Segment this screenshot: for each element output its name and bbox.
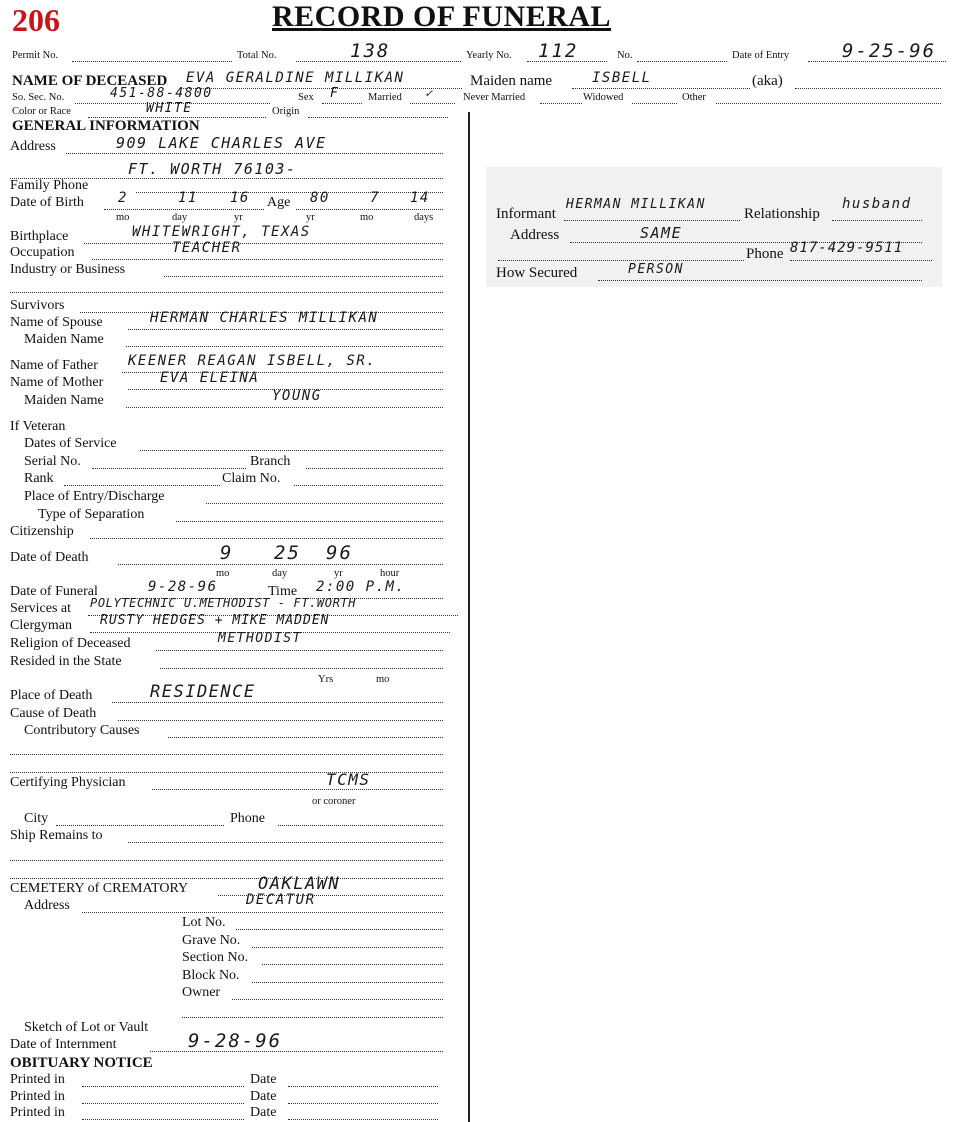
industry-label: Industry or Business [10,262,126,277]
internment-value: 9-28-96 [188,1030,283,1052]
occupation-field[interactable] [92,259,443,260]
dob-month: 2 [118,190,128,206]
permit-label: Permit No. [12,50,59,61]
informant-address-value: SAME [640,224,683,242]
survivors-label: Survivors [10,298,65,313]
spouse-maiden-label: Maiden Name [24,332,104,347]
death-sub-hour: hour [380,568,400,579]
clergyman-label: Clergyman [10,618,72,633]
informant-phone-value: 817-429-9511 [790,240,904,256]
age-label: Age [267,195,291,210]
mother-maiden-field[interactable] [126,407,443,408]
yearly-value: 112 [538,40,579,62]
owner-label: Owner [182,985,221,1000]
printed-date-field-3[interactable] [288,1119,438,1120]
printed-in-label-3: Printed in [10,1105,65,1120]
spouse-label: Name of Spouse [10,315,103,330]
dob-year: 16 [230,190,250,206]
how-secured-value: PERSON [628,262,684,277]
resided-sub-yrs: Yrs [318,674,334,685]
spouse-value: HERMAN CHARLES MILLIKAN [150,310,379,326]
origin-label: Origin [272,106,300,117]
age-sub-mo: mo [360,212,374,223]
cemetery-address-field[interactable] [82,912,443,913]
physician-field[interactable] [152,789,443,790]
yearly-label: Yearly No. [466,50,512,61]
mother-maiden-value: YOUNG [272,388,322,404]
cause-death-label: Cause of Death [10,706,97,721]
dob-sub-day: day [172,212,188,223]
age-days: 14 [410,190,430,206]
clergyman-value: RUSTY HEDGES + MIKE MADDEN [100,613,330,628]
other-label: Other [682,92,706,103]
address-field-1[interactable] [66,153,443,154]
sex-field[interactable] [322,103,362,104]
cause-death-field[interactable] [118,720,443,721]
contributory-field-2[interactable] [10,754,443,755]
lot-label: Lot No. [182,915,226,930]
physician-label: Certifying Physician [10,775,126,790]
dob-day: 11 [178,190,198,206]
no-field[interactable] [637,61,727,62]
informant-label: Informant [496,206,556,222]
married-label: Married [368,92,402,103]
dates-service-field[interactable] [140,450,443,451]
informant-value: HERMAN MILLIKAN [566,197,706,212]
serial-label: Serial No. [24,454,81,469]
aka-field[interactable] [795,88,941,89]
owner-field[interactable] [232,999,443,1000]
date-death-label: Date of Death [10,550,89,565]
married-field[interactable] [410,103,455,104]
rank-field[interactable] [64,485,220,486]
relationship-label: Relationship [744,206,820,222]
printed-in-label-1: Printed in [10,1072,65,1087]
ship-remains-field-3[interactable] [10,878,443,879]
industry-field[interactable] [164,276,443,277]
age-years: 80 [310,190,330,206]
other-field[interactable] [716,103,941,104]
block-field[interactable] [252,982,443,983]
general-heading: GENERAL INFORMATION [12,118,200,134]
form-title: RECORD OF FUNERAL [272,0,612,33]
dates-service-label: Dates of Service [24,436,117,451]
resided-field[interactable] [160,668,443,669]
color-value: WHITE [146,101,193,116]
total-label: Total No. [237,50,277,61]
never-married-field[interactable] [540,103,582,104]
widowed-field[interactable] [632,103,677,104]
sex-label: Sex [298,92,314,103]
spouse-field[interactable] [128,329,443,330]
how-secured-field[interactable] [598,280,922,281]
informant-phone-label: Phone [746,246,784,262]
place-death-label: Place of Death [10,688,93,703]
grave-field[interactable] [252,947,443,948]
death-sub-mo: mo [216,568,230,579]
claim-label: Claim No. [222,471,281,486]
age-field[interactable] [296,209,443,210]
age-sub-yr: yr [306,212,315,223]
mother-maiden-label: Maiden Name [24,393,104,408]
city-label: City [24,811,49,826]
dob-sub-yr: yr [234,212,243,223]
death-sub-day: day [272,568,288,579]
sex-value: F [330,86,340,101]
city-field[interactable] [56,825,224,826]
maiden-name-field[interactable] [572,88,750,89]
claim-field[interactable] [294,485,443,486]
cemetery-address-value: DECATUR [246,892,316,908]
place-death-value: RESIDENCE [150,682,256,702]
father-value: KEENER REAGAN ISBELL, SR. [128,353,377,369]
total-value: 138 [350,40,391,62]
entry-value: 9-25-96 [842,40,937,62]
origin-field[interactable] [308,117,448,118]
age-sub-days: days [414,212,434,223]
resided-label: Resided in the State [10,654,122,669]
deceased-name-field[interactable] [180,88,462,89]
informant-address-field-2[interactable] [498,260,744,261]
father-label: Name of Father [10,358,98,373]
internment-label: Date of Internment [10,1037,117,1052]
type-separation-label: Type of Separation [38,507,145,522]
rank-label: Rank [24,471,54,486]
citizenship-field[interactable] [90,538,443,539]
birthplace-field[interactable] [84,243,443,244]
contributory-label: Contributory Causes [24,723,140,738]
how-secured-label: How Secured [496,265,578,281]
contributory-field-3[interactable] [10,772,443,773]
grave-label: Grave No. [182,933,241,948]
address-line-1: 909 LAKE CHARLES AVE [116,134,327,152]
printed-in-label-2: Printed in [10,1089,65,1104]
color-label: Color or Race [12,106,71,117]
printed-in-field-1[interactable] [82,1086,244,1087]
printed-date-field-1[interactable] [288,1086,438,1087]
page-number: 206 [12,2,60,38]
lot-field[interactable] [236,929,443,930]
dob-sub-mo: mo [116,212,130,223]
ssn-value: 451-88-4800 [110,86,213,101]
occupation-value: TEACHER [172,240,242,256]
printed-date-label-1: Date [250,1072,277,1087]
time-value: 2:00 P.M. [316,579,406,595]
aka-label: (aka) [752,73,783,89]
permit-field[interactable] [72,61,232,62]
family-phone-label: Family Phone [10,178,89,193]
time-label: Time [268,584,298,599]
maiden-name-value: ISBELL [592,70,652,86]
type-separation-field[interactable] [176,521,443,522]
ship-remains-label: Ship Remains to [10,828,103,843]
branch-field[interactable] [306,468,443,469]
cemetery-address-label: Address [24,898,70,913]
serial-field[interactable] [92,468,246,469]
birthplace-value: WHITEWRIGHT, TEXAS [132,224,311,240]
printed-date-label-3: Date [250,1105,277,1120]
informant-phone-field[interactable] [790,260,932,261]
occupation-label: Occupation [10,245,75,260]
date-death-mo: 9 [220,542,234,564]
informant-field[interactable] [564,220,740,221]
contributory-field[interactable] [168,737,443,738]
services-value: POLYTECHNIC U.METHODIST - FT.WORTH [90,596,357,610]
entry-label: Date of Entry [732,50,790,61]
printed-date-field-2[interactable] [288,1103,438,1104]
relationship-field[interactable] [832,220,922,221]
death-sub-yr: yr [334,568,343,579]
printed-date-label-2: Date [250,1089,277,1104]
religion-label: Religion of Deceased [10,636,131,651]
printed-in-field-2[interactable] [82,1103,244,1104]
services-label: Services at [10,601,72,616]
section-field[interactable] [262,964,443,965]
obituary-heading: OBITUARY NOTICE [10,1055,153,1071]
never-married-label: Never Married [463,92,526,103]
no-label: No. [617,50,633,61]
place-entry-field[interactable] [206,503,443,504]
ship-remains-field-2[interactable] [10,860,443,861]
cemetery-value: OAKLAWN [258,874,341,894]
date-funeral-value: 9-28-96 [148,579,218,595]
religion-value: METHODIST [218,631,302,646]
date-death-field[interactable] [118,564,443,565]
birthplace-label: Birthplace [10,229,69,244]
mother-value: EVA ELEINA [160,370,260,386]
ship-remains-field[interactable] [128,842,443,843]
age-months: 7 [370,190,380,206]
phone-label: Phone [230,811,265,826]
maiden-name-label: Maiden name [470,73,553,89]
column-divider [468,112,470,1122]
printed-in-field-3[interactable] [82,1119,244,1120]
ssn-label: So. Sec. No. [12,92,65,103]
deceased-name-value: EVA GERALDINE MILLIKAN [186,70,405,86]
section-label: Section No. [182,950,249,965]
address-label: Address [10,139,56,154]
owner-field-2[interactable] [182,1017,443,1018]
spouse-maiden-field[interactable] [126,346,443,347]
place-death-field[interactable] [112,702,443,703]
citizenship-label: Citizenship [10,524,74,539]
date-funeral-label: Date of Funeral [10,584,98,599]
place-entry-label: Place of Entry/Discharge [24,489,165,504]
dob-label: Date of Birth [10,195,84,210]
date-death-day: 25 [274,542,301,564]
address-line-2: FT. WORTH 76103- [128,160,297,178]
date-death-yr: 96 [326,542,353,564]
dob-field[interactable] [104,209,264,210]
block-label: Block No. [182,968,240,983]
phone-field[interactable] [278,825,443,826]
coroner-label: or coroner [312,796,356,807]
religion-field[interactable] [156,650,443,651]
physician-value: TCMS [326,770,371,789]
branch-label: Branch [250,454,291,469]
relationship-value: husband [842,196,912,212]
widowed-label: Widowed [583,92,624,103]
informant-address-label: Address [510,227,560,243]
sketch-label: Sketch of Lot or Vault [24,1020,149,1035]
if-veteran-label: If Veteran [10,419,66,434]
deceased-name-label: NAME OF DECEASED [12,73,168,89]
married-check: ✓ [425,86,434,100]
resided-sub-mo: mo [376,674,390,685]
industry-field-2[interactable] [10,292,443,293]
cemetery-label: CEMETERY of CREMATORY [10,881,189,896]
mother-label: Name of Mother [10,375,104,390]
